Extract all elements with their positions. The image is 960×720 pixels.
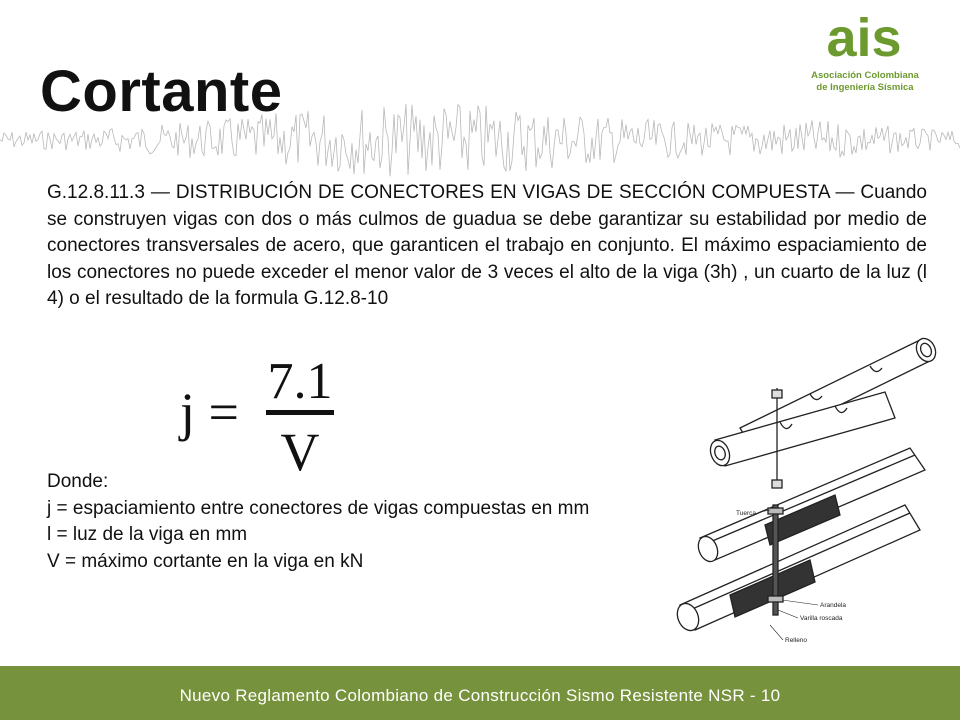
ais-logo (800, 12, 940, 102)
ais-logo-mark (808, 12, 920, 64)
logo-text-line2: de Ingeniería Sísmica (816, 82, 914, 93)
formula-g12-8-10 (178, 352, 348, 477)
definition-l: l = luz de la viga en mm (47, 524, 248, 545)
composite-beam-drawing (670, 320, 960, 665)
definitions-list (47, 469, 589, 575)
label-varilla: Varilla roscada (800, 615, 843, 622)
bottom-culms-section (673, 448, 925, 634)
definition-j: j = espaciamiento entre conectores de vigas compuestas en mm (47, 497, 590, 519)
fraction-bar (266, 410, 334, 415)
logo-text-line1: Asociación Colombiana (811, 70, 919, 81)
formula-numerator: 7.1 (267, 353, 333, 410)
label-arandela: Arandela (820, 602, 847, 609)
code-paragraph: G.12.8.11.3 — DISTRIBUCIÓN DE CONECTORES EN VIGAS DE SECCIÓN COMPUESTA — Cuando se construyen vigas con dos o más culmos de guadua se debe garantizar su estabilidad por medio de conectores transversales de acero, que garanticen el trabajo en conjunto. El máximo espaciamiento de los conectores no puede exceder el menor valor de 3 veces el alto de la viga (3h) , un cuarto de la luz (l 4) o el resultado de la formula G.12.8-10 (47, 182, 927, 309)
label-relleno: Relleno (785, 637, 808, 644)
formula-lhs: j = (180, 382, 239, 442)
definitions-heading: Donde: (47, 471, 109, 492)
formula-denominator: V (280, 422, 320, 477)
svg-text:ais: ais (826, 12, 902, 64)
definition-v: V = máximo cortante en la viga en kN (47, 550, 364, 572)
footer-text: Nuevo Reglamento Colombiano de Construcción Sismo Resistente NSR - 10 (179, 686, 781, 705)
slide-title: Cortante (40, 59, 283, 124)
label-tuerca: Tuerca (736, 510, 756, 517)
